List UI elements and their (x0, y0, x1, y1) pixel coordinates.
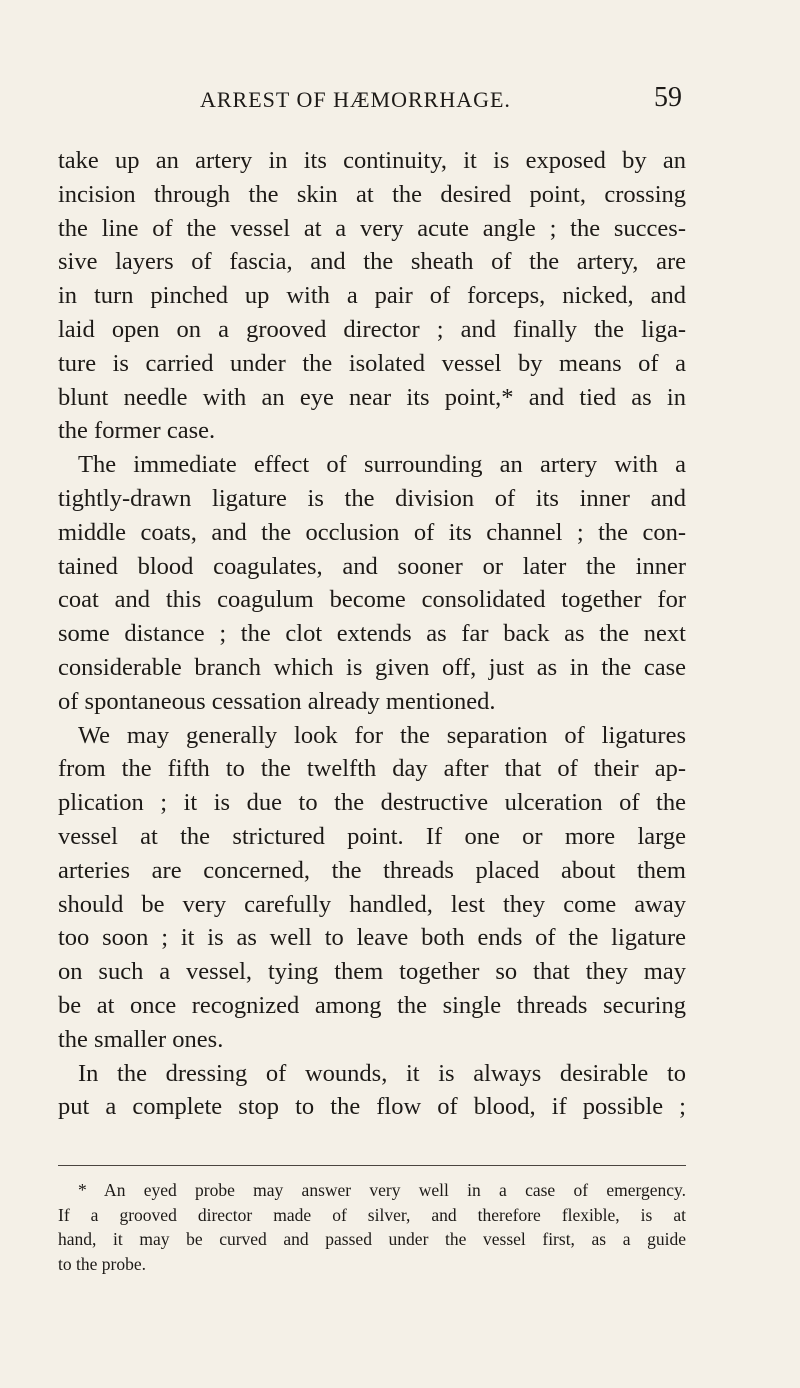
text-line: too soon ; it is as well to leave both ends of the ligature (58, 924, 686, 952)
text-line: plication ; it is due to the destructive ulceration of the (58, 789, 686, 817)
text-line: blunt needle with an eye near its point,* and tied as in (58, 383, 686, 411)
footnote-line: * An eyed probe may answer very well in a case of emergency. (78, 1180, 686, 1200)
text-line: on such a vessel, tying them together so that they may (58, 958, 686, 986)
footnote (58, 1178, 686, 1276)
text-line: put a complete stop to the flow of blood, if possible ; (58, 1093, 686, 1121)
text-line: of spontaneous cessation already mentioned. (58, 687, 496, 715)
text-line: tained blood coagulates, and sooner or later the inner (58, 552, 686, 580)
paragraph-start-line: The immediate effect of surrounding an artery with a (78, 451, 686, 479)
text-line: tightly-drawn ligature is the division of its inner and (58, 484, 686, 512)
text-line: in turn pinched up with a pair of forceps, nicked, and (58, 282, 686, 310)
text-line: arteries are concerned, the threads placed about them (58, 856, 686, 884)
paragraph-start-line: We may generally look for the separation of ligatures (78, 721, 686, 749)
text-line: should be very carefully handled, lest they come away (58, 890, 686, 918)
footnote-rule (58, 1165, 686, 1166)
text-line: considerable branch which is given off, just as in the case (58, 653, 686, 681)
text-line: sive layers of fascia, and the sheath of the artery, are (58, 248, 686, 276)
text-line: middle coats, and the occlusion of its channel ; the con- (58, 518, 686, 546)
text-line: the line of the vessel at a very acute angle ; the succes- (58, 214, 686, 242)
text-line: be at once recognized among the single threads securing (58, 991, 686, 1019)
text-line: the former case. (58, 417, 216, 445)
text-line: the smaller ones. (58, 1025, 224, 1053)
text-line: vessel at the strictured point. If one or more large (58, 822, 686, 850)
text-line: from the fifth to the twelfth day after that of their ap- (58, 755, 686, 783)
text-line: incision through the skin at the desired point, crossing (58, 180, 686, 208)
text-line: take up an artery in its continuity, it is exposed by an (58, 147, 686, 174)
footnote-line: If a grooved director made of silver, and therefore flexible, is at (58, 1204, 686, 1225)
running-head: ARREST OF HÆMORRHAGE. (200, 87, 511, 112)
text-line: coat and this coagulum become consolidated together for (58, 586, 686, 614)
text-line: some distance ; the clot extends as far back as the next (58, 620, 686, 648)
footnote-line: to the probe. (58, 1253, 146, 1274)
paragraph-start-line: In the dressing of wounds, it is always desirable to (78, 1059, 686, 1087)
text-line: ture is carried under the isolated vessel by means of a (58, 349, 686, 377)
page-number: 59 (654, 82, 682, 113)
body-text (58, 144, 686, 1124)
text-line: laid open on a grooved director ; and finally the liga- (58, 315, 686, 343)
footnote-line: hand, it may be curved and passed under the vessel first, as a guide (58, 1229, 686, 1249)
